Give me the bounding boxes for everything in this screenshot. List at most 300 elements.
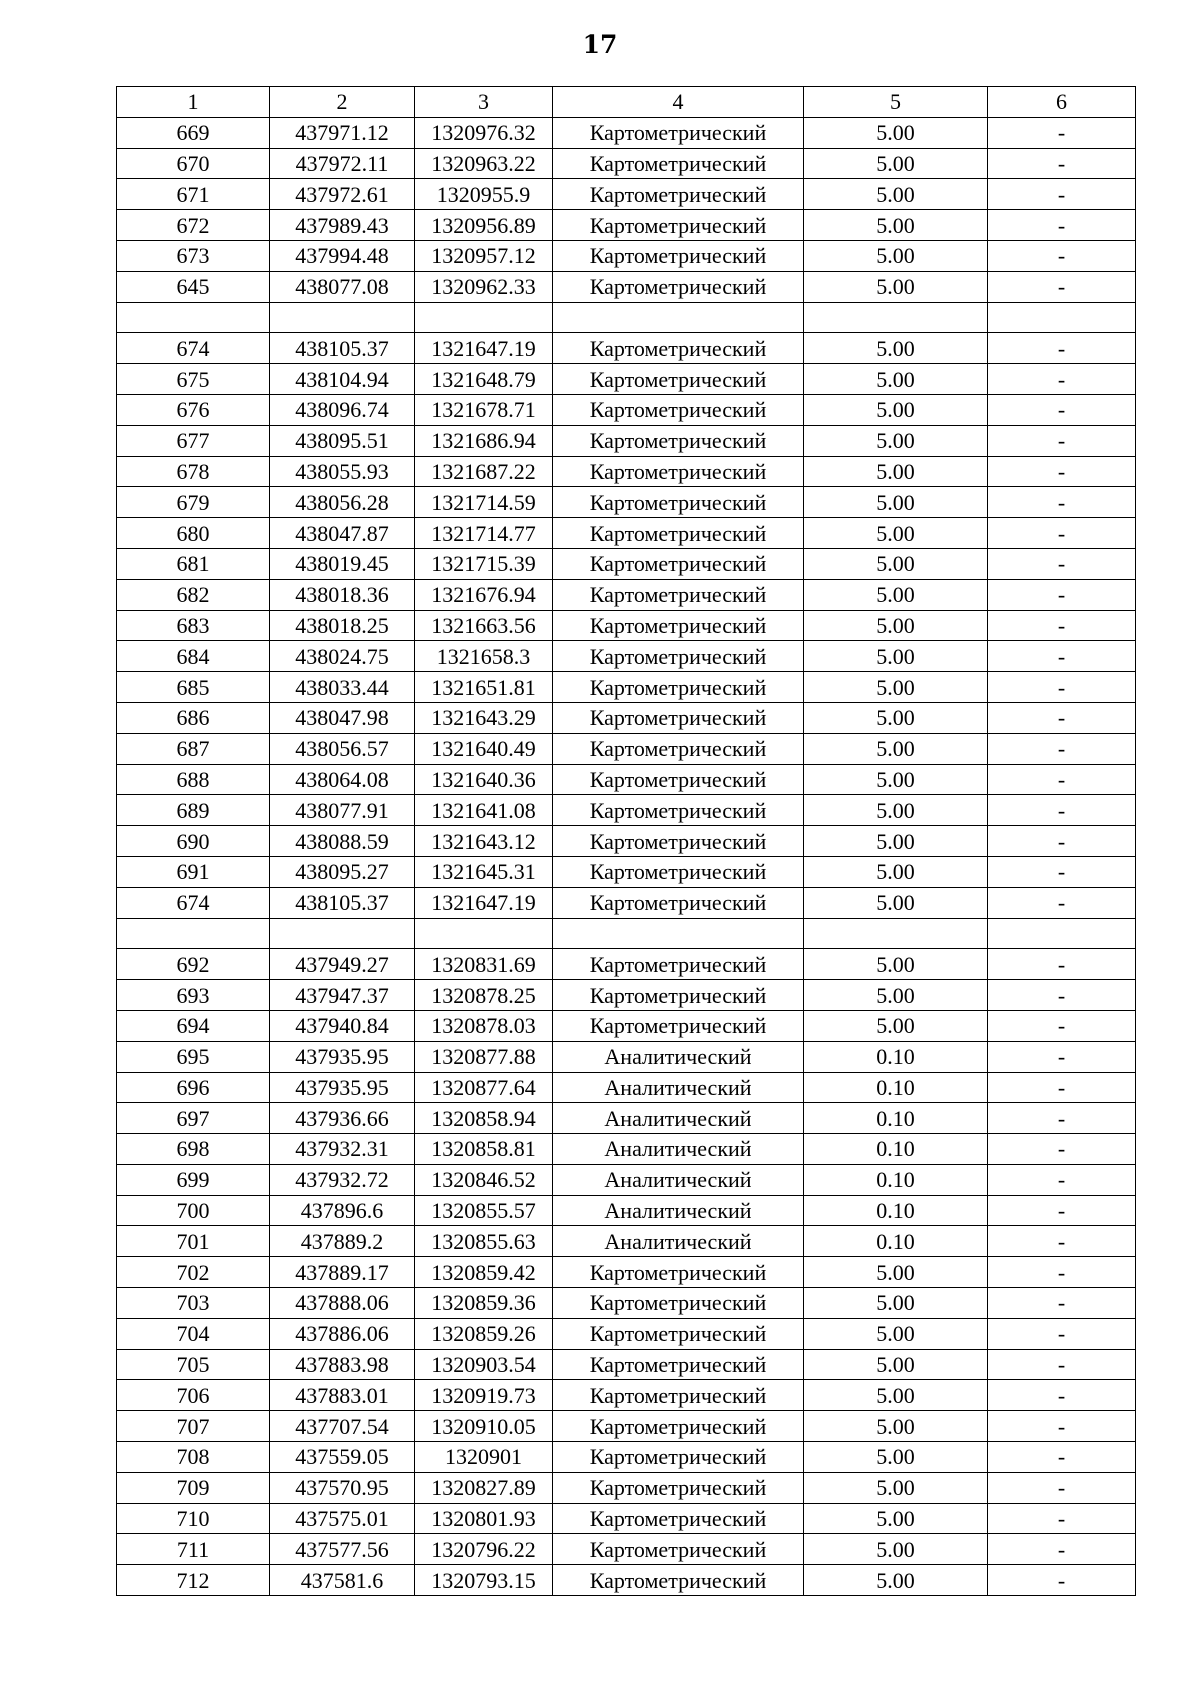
cell-description: - xyxy=(988,117,1136,148)
cell-x: 437577.56 xyxy=(270,1534,415,1565)
cell-x: 437935.95 xyxy=(270,1072,415,1103)
cell-point-number: 705 xyxy=(117,1349,270,1380)
cell-point-number: 704 xyxy=(117,1318,270,1349)
table-row xyxy=(117,1134,1136,1165)
cell-accuracy: 5.00 xyxy=(804,425,988,456)
cell-x: 437936.66 xyxy=(270,1103,415,1134)
cell-point-number: 685 xyxy=(117,672,270,703)
cell-y: 1321648.79 xyxy=(415,364,553,395)
cell-method: Картометрический xyxy=(553,826,804,857)
table-row xyxy=(117,456,1136,487)
cell-method: Картометрический xyxy=(553,949,804,980)
table-row xyxy=(117,1226,1136,1257)
cell-accuracy: 5.00 xyxy=(804,364,988,395)
cell-accuracy: 5.00 xyxy=(804,826,988,857)
cell-description: - xyxy=(988,548,1136,579)
cell-accuracy: 5.00 xyxy=(804,1503,988,1534)
cell-description: - xyxy=(988,1380,1136,1411)
cell-y: 1320878.25 xyxy=(415,980,553,1011)
cell-point-number: 674 xyxy=(117,887,270,918)
cell-y: 1320901 xyxy=(415,1442,553,1473)
cell-x: 438095.51 xyxy=(270,425,415,456)
table-row xyxy=(117,1534,1136,1565)
header-cell-x: 2 xyxy=(270,87,415,118)
cell-x: 438105.37 xyxy=(270,887,415,918)
cell-accuracy: 5.00 xyxy=(804,1318,988,1349)
cell-x: 438033.44 xyxy=(270,672,415,703)
cell-y: 1321715.39 xyxy=(415,548,553,579)
cell-y: 1320855.63 xyxy=(415,1226,553,1257)
cell-point-number: 678 xyxy=(117,456,270,487)
cell-description: - xyxy=(988,148,1136,179)
cell-description xyxy=(988,918,1136,949)
cell-accuracy: 5.00 xyxy=(804,548,988,579)
cell-description: - xyxy=(988,856,1136,887)
cell-accuracy: 5.00 xyxy=(804,764,988,795)
cell-x: 437575.01 xyxy=(270,1503,415,1534)
cell-description: - xyxy=(988,1349,1136,1380)
cell-method: Картометрический xyxy=(553,148,804,179)
cell-point-number: 669 xyxy=(117,117,270,148)
cell-x: 437888.06 xyxy=(270,1288,415,1319)
cell-method: Картометрический xyxy=(553,425,804,456)
table-row xyxy=(117,980,1136,1011)
cell-y: 1321676.94 xyxy=(415,579,553,610)
cell-description: - xyxy=(988,1288,1136,1319)
cell-point-number: 679 xyxy=(117,487,270,518)
cell-x: 438055.93 xyxy=(270,456,415,487)
cell-point-number: 710 xyxy=(117,1503,270,1534)
cell-accuracy: 5.00 xyxy=(804,672,988,703)
cell-method: Картометрический xyxy=(553,1010,804,1041)
cell-y: 1321687.22 xyxy=(415,456,553,487)
cell-y: 1320919.73 xyxy=(415,1380,553,1411)
cell-point-number: 681 xyxy=(117,548,270,579)
cell-method: Картометрический xyxy=(553,795,804,826)
cell-x: 437994.48 xyxy=(270,240,415,271)
cell-accuracy: 5.00 xyxy=(804,271,988,302)
cell-y: 1320962.33 xyxy=(415,271,553,302)
cell-description: - xyxy=(988,518,1136,549)
table-row xyxy=(117,1318,1136,1349)
cell-description: - xyxy=(988,394,1136,425)
cell-point-number: 675 xyxy=(117,364,270,395)
cell-method: Картометрический xyxy=(553,487,804,518)
cell-point-number: 697 xyxy=(117,1103,270,1134)
table-row xyxy=(117,364,1136,395)
cell-x: 438047.87 xyxy=(270,518,415,549)
cell-accuracy: 0.10 xyxy=(804,1195,988,1226)
cell-description: - xyxy=(988,764,1136,795)
cell-point-number: 673 xyxy=(117,240,270,271)
cell-point-number: 703 xyxy=(117,1288,270,1319)
cell-method: Аналитический xyxy=(553,1072,804,1103)
cell-method: Картометрический xyxy=(553,1472,804,1503)
cell-y: 1321641.08 xyxy=(415,795,553,826)
cell-y: 1320858.94 xyxy=(415,1103,553,1134)
cell-description: - xyxy=(988,179,1136,210)
table-row xyxy=(117,579,1136,610)
cell-accuracy: 5.00 xyxy=(804,1534,988,1565)
cell-description: - xyxy=(988,672,1136,703)
cell-y: 1320855.57 xyxy=(415,1195,553,1226)
cell-accuracy: 0.10 xyxy=(804,1226,988,1257)
table-row xyxy=(117,702,1136,733)
table-body xyxy=(117,117,1136,1595)
cell-accuracy: 5.00 xyxy=(804,117,988,148)
cell-point-number: 670 xyxy=(117,148,270,179)
table-row xyxy=(117,210,1136,241)
cell-method: Картометрический xyxy=(553,672,804,703)
cell-method: Картометрический xyxy=(553,456,804,487)
cell-accuracy xyxy=(804,302,988,333)
cell-x xyxy=(270,302,415,333)
cell-method: Картометрический xyxy=(553,1380,804,1411)
cell-y: 1320957.12 xyxy=(415,240,553,271)
cell-point-number: 686 xyxy=(117,702,270,733)
cell-x: 438096.74 xyxy=(270,394,415,425)
cell-point-number xyxy=(117,918,270,949)
cell-y: 1320859.26 xyxy=(415,1318,553,1349)
cell-point-number: 692 xyxy=(117,949,270,980)
cell-description: - xyxy=(988,795,1136,826)
table-row xyxy=(117,949,1136,980)
cell-y: 1321714.59 xyxy=(415,487,553,518)
cell-accuracy: 5.00 xyxy=(804,1565,988,1596)
cell-y: 1320903.54 xyxy=(415,1349,553,1380)
cell-point-number: 693 xyxy=(117,980,270,1011)
cell-point-number: 674 xyxy=(117,333,270,364)
cell-y: 1321647.19 xyxy=(415,887,553,918)
cell-y: 1320910.05 xyxy=(415,1411,553,1442)
cell-y: 1320956.89 xyxy=(415,210,553,241)
cell-x: 438018.25 xyxy=(270,610,415,641)
cell-x: 438105.37 xyxy=(270,333,415,364)
cell-accuracy: 5.00 xyxy=(804,1442,988,1473)
table-row xyxy=(117,1288,1136,1319)
cell-point-number: 695 xyxy=(117,1041,270,1072)
table-row xyxy=(117,1103,1136,1134)
cell-point-number: 672 xyxy=(117,210,270,241)
table-row xyxy=(117,1380,1136,1411)
cell-description: - xyxy=(988,487,1136,518)
cell-point-number: 690 xyxy=(117,826,270,857)
cell-y: 1320976.32 xyxy=(415,117,553,148)
cell-point-number: 671 xyxy=(117,179,270,210)
cell-method: Аналитический xyxy=(553,1195,804,1226)
cell-x: 437896.6 xyxy=(270,1195,415,1226)
table-row xyxy=(117,1472,1136,1503)
table-row xyxy=(117,826,1136,857)
cell-y: 1321647.19 xyxy=(415,333,553,364)
cell-y: 1321643.12 xyxy=(415,826,553,857)
cell-accuracy: 5.00 xyxy=(804,518,988,549)
cell-method: Картометрический xyxy=(553,856,804,887)
table-row xyxy=(117,1010,1136,1041)
cell-y: 1321663.56 xyxy=(415,610,553,641)
cell-x: 438024.75 xyxy=(270,641,415,672)
cell-method: Картометрический xyxy=(553,702,804,733)
cell-x: 437971.12 xyxy=(270,117,415,148)
cell-description: - xyxy=(988,1103,1136,1134)
cell-description: - xyxy=(988,579,1136,610)
cell-point-number: 711 xyxy=(117,1534,270,1565)
cell-x xyxy=(270,918,415,949)
table-row xyxy=(117,887,1136,918)
table-row xyxy=(117,271,1136,302)
cell-x: 438019.45 xyxy=(270,548,415,579)
cell-accuracy: 5.00 xyxy=(804,487,988,518)
cell-description: - xyxy=(988,1226,1136,1257)
header-row xyxy=(117,87,1136,118)
cell-y: 1321640.36 xyxy=(415,764,553,795)
table-row xyxy=(117,117,1136,148)
cell-point-number xyxy=(117,302,270,333)
cell-x: 438064.08 xyxy=(270,764,415,795)
cell-description: - xyxy=(988,1041,1136,1072)
cell-accuracy: 5.00 xyxy=(804,456,988,487)
cell-method: Картометрический xyxy=(553,610,804,641)
cell-y: 1320963.22 xyxy=(415,148,553,179)
cell-point-number: 708 xyxy=(117,1442,270,1473)
cell-accuracy: 5.00 xyxy=(804,240,988,271)
table-row-separator xyxy=(117,918,1136,949)
table-row xyxy=(117,1257,1136,1288)
cell-accuracy: 0.10 xyxy=(804,1072,988,1103)
cell-x: 437570.95 xyxy=(270,1472,415,1503)
table-row xyxy=(117,764,1136,795)
cell-accuracy: 5.00 xyxy=(804,887,988,918)
cell-x: 438104.94 xyxy=(270,364,415,395)
table-row xyxy=(117,795,1136,826)
cell-x: 437972.61 xyxy=(270,179,415,210)
cell-method: Картометрический xyxy=(553,980,804,1011)
cell-x: 437932.72 xyxy=(270,1164,415,1195)
cell-accuracy: 5.00 xyxy=(804,1257,988,1288)
cell-description: - xyxy=(988,1195,1136,1226)
cell-accuracy: 5.00 xyxy=(804,210,988,241)
cell-method: Картометрический xyxy=(553,333,804,364)
cell-method: Картометрический xyxy=(553,240,804,271)
cell-method: Картометрический xyxy=(553,1257,804,1288)
cell-point-number: 689 xyxy=(117,795,270,826)
cell-x: 438077.08 xyxy=(270,271,415,302)
cell-accuracy: 0.10 xyxy=(804,1041,988,1072)
cell-y xyxy=(415,918,553,949)
cell-x: 437949.27 xyxy=(270,949,415,980)
cell-method: Аналитический xyxy=(553,1226,804,1257)
cell-method: Картометрический xyxy=(553,1411,804,1442)
cell-y: 1321678.71 xyxy=(415,394,553,425)
cell-accuracy: 5.00 xyxy=(804,1380,988,1411)
cell-description: - xyxy=(988,641,1136,672)
cell-accuracy: 0.10 xyxy=(804,1134,988,1165)
cell-method: Картометрический xyxy=(553,210,804,241)
cell-description: - xyxy=(988,826,1136,857)
cell-description: - xyxy=(988,1010,1136,1041)
cell-method: Картометрический xyxy=(553,1288,804,1319)
cell-point-number: 709 xyxy=(117,1472,270,1503)
table-row xyxy=(117,1072,1136,1103)
table-row xyxy=(117,641,1136,672)
coordinates-table xyxy=(116,86,1136,1596)
table-row xyxy=(117,1195,1136,1226)
cell-description: - xyxy=(988,425,1136,456)
table-row xyxy=(117,1503,1136,1534)
cell-accuracy: 0.10 xyxy=(804,1164,988,1195)
cell-x: 437883.01 xyxy=(270,1380,415,1411)
table-row xyxy=(117,148,1136,179)
cell-accuracy: 5.00 xyxy=(804,1010,988,1041)
cell-description: - xyxy=(988,702,1136,733)
cell-y: 1320827.89 xyxy=(415,1472,553,1503)
cell-x: 438056.28 xyxy=(270,487,415,518)
cell-method: Аналитический xyxy=(553,1134,804,1165)
table-row-separator xyxy=(117,302,1136,333)
cell-description: - xyxy=(988,610,1136,641)
cell-point-number: 696 xyxy=(117,1072,270,1103)
cell-description: - xyxy=(988,733,1136,764)
cell-description: - xyxy=(988,1442,1136,1473)
cell-point-number: 683 xyxy=(117,610,270,641)
cell-x: 437889.17 xyxy=(270,1257,415,1288)
cell-point-number: 699 xyxy=(117,1164,270,1195)
table-header xyxy=(117,87,1136,118)
table-row xyxy=(117,240,1136,271)
cell-method: Картометрический xyxy=(553,364,804,395)
cell-y: 1320955.9 xyxy=(415,179,553,210)
cell-accuracy: 5.00 xyxy=(804,148,988,179)
table-row xyxy=(117,1041,1136,1072)
cell-y: 1320878.03 xyxy=(415,1010,553,1041)
table-row xyxy=(117,333,1136,364)
cell-point-number: 706 xyxy=(117,1380,270,1411)
cell-point-number: 680 xyxy=(117,518,270,549)
cell-y: 1320801.93 xyxy=(415,1503,553,1534)
cell-description: - xyxy=(988,240,1136,271)
header-cell-y: 3 xyxy=(415,87,553,118)
cell-x: 437972.11 xyxy=(270,148,415,179)
cell-accuracy: 5.00 xyxy=(804,1472,988,1503)
cell-accuracy: 5.00 xyxy=(804,795,988,826)
cell-method: Картометрический xyxy=(553,518,804,549)
cell-method: Аналитический xyxy=(553,1164,804,1195)
cell-description: - xyxy=(988,456,1136,487)
cell-description: - xyxy=(988,1134,1136,1165)
cell-description: - xyxy=(988,1411,1136,1442)
cell-y: 1320793.15 xyxy=(415,1565,553,1596)
cell-point-number: 684 xyxy=(117,641,270,672)
header-cell-method: 4 xyxy=(553,87,804,118)
cell-point-number: 688 xyxy=(117,764,270,795)
cell-y: 1321658.3 xyxy=(415,641,553,672)
cell-accuracy: 5.00 xyxy=(804,579,988,610)
table-row xyxy=(117,179,1136,210)
cell-accuracy: 5.00 xyxy=(804,733,988,764)
cell-method: Аналитический xyxy=(553,1103,804,1134)
cell-y: 1321640.49 xyxy=(415,733,553,764)
cell-x: 437886.06 xyxy=(270,1318,415,1349)
cell-accuracy: 5.00 xyxy=(804,333,988,364)
cell-x: 437889.2 xyxy=(270,1226,415,1257)
cell-x: 437883.98 xyxy=(270,1349,415,1380)
cell-method xyxy=(553,302,804,333)
cell-description: - xyxy=(988,364,1136,395)
table-row xyxy=(117,425,1136,456)
cell-x: 437989.43 xyxy=(270,210,415,241)
table-row xyxy=(117,518,1136,549)
cell-method: Картометрический xyxy=(553,733,804,764)
cell-y: 1321686.94 xyxy=(415,425,553,456)
cell-point-number: 712 xyxy=(117,1565,270,1596)
cell-x: 437940.84 xyxy=(270,1010,415,1041)
cell-accuracy: 5.00 xyxy=(804,980,988,1011)
cell-description: - xyxy=(988,1072,1136,1103)
cell-y: 1320877.88 xyxy=(415,1041,553,1072)
page-number: 17 xyxy=(582,30,618,59)
cell-point-number: 682 xyxy=(117,579,270,610)
cell-y: 1320831.69 xyxy=(415,949,553,980)
cell-accuracy: 5.00 xyxy=(804,179,988,210)
cell-y: 1321651.81 xyxy=(415,672,553,703)
header-cell-accuracy: 5 xyxy=(804,87,988,118)
cell-x: 437932.31 xyxy=(270,1134,415,1165)
cell-accuracy xyxy=(804,918,988,949)
cell-x: 437707.54 xyxy=(270,1411,415,1442)
cell-method: Картометрический xyxy=(553,394,804,425)
cell-method: Картометрический xyxy=(553,117,804,148)
cell-method: Картометрический xyxy=(553,579,804,610)
cell-point-number: 701 xyxy=(117,1226,270,1257)
cell-x: 437559.05 xyxy=(270,1442,415,1473)
cell-point-number: 707 xyxy=(117,1411,270,1442)
cell-description xyxy=(988,302,1136,333)
cell-y: 1320846.52 xyxy=(415,1164,553,1195)
cell-accuracy: 5.00 xyxy=(804,949,988,980)
cell-accuracy: 5.00 xyxy=(804,702,988,733)
cell-method: Картометрический xyxy=(553,641,804,672)
cell-y: 1320858.81 xyxy=(415,1134,553,1165)
cell-x: 438056.57 xyxy=(270,733,415,764)
table-row xyxy=(117,548,1136,579)
cell-description: - xyxy=(988,210,1136,241)
table-row xyxy=(117,1565,1136,1596)
cell-method: Картометрический xyxy=(553,1503,804,1534)
cell-description: - xyxy=(988,980,1136,1011)
cell-description: - xyxy=(988,1534,1136,1565)
cell-method: Аналитический xyxy=(553,1041,804,1072)
cell-point-number: 645 xyxy=(117,271,270,302)
cell-method: Картометрический xyxy=(553,1565,804,1596)
cell-description: - xyxy=(988,271,1136,302)
cell-description: - xyxy=(988,333,1136,364)
cell-y: 1321643.29 xyxy=(415,702,553,733)
cell-description: - xyxy=(988,1318,1136,1349)
table-row xyxy=(117,733,1136,764)
cell-y: 1320877.64 xyxy=(415,1072,553,1103)
cell-method xyxy=(553,918,804,949)
table-row xyxy=(117,1349,1136,1380)
cell-x: 437947.37 xyxy=(270,980,415,1011)
cell-x: 438047.98 xyxy=(270,702,415,733)
cell-method: Картометрический xyxy=(553,887,804,918)
header-cell-description: 6 xyxy=(988,87,1136,118)
table-row xyxy=(117,610,1136,641)
cell-accuracy: 5.00 xyxy=(804,394,988,425)
cell-point-number: 687 xyxy=(117,733,270,764)
cell-y: 1320859.36 xyxy=(415,1288,553,1319)
cell-method: Картометрический xyxy=(553,548,804,579)
